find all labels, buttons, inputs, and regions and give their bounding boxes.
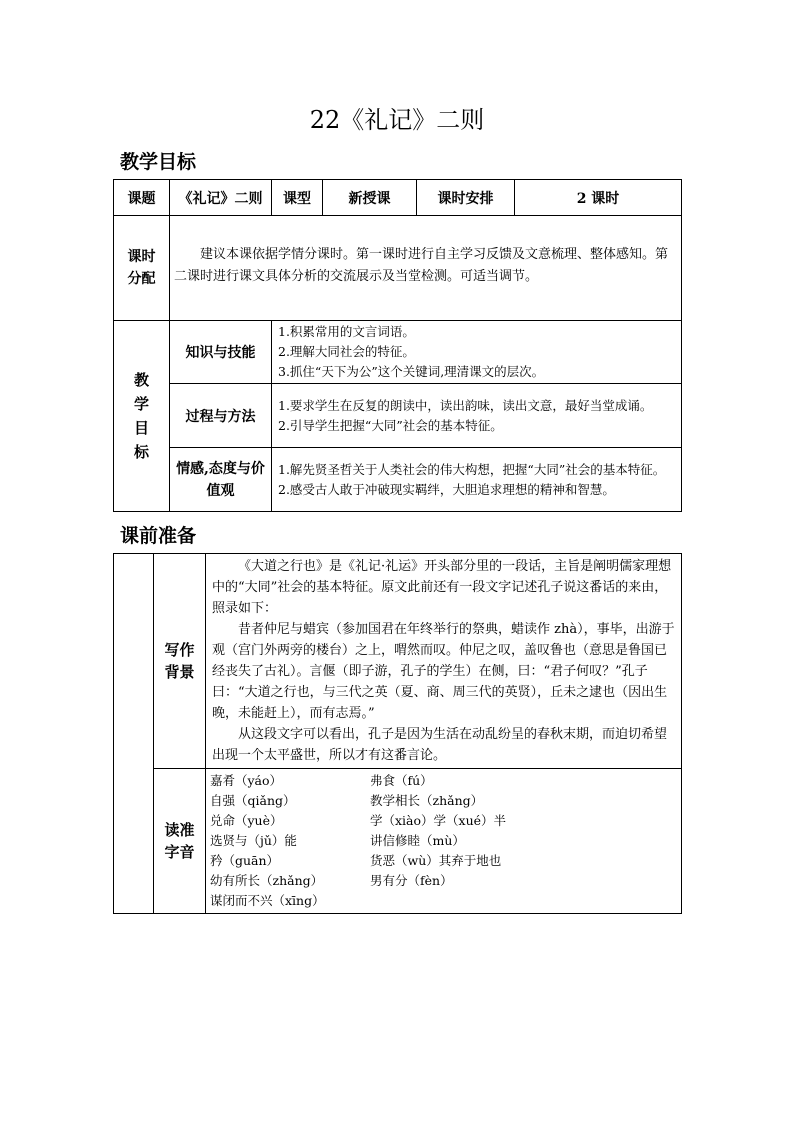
prep-blank-column xyxy=(114,554,154,914)
document-title: 22《礼记》二则 xyxy=(309,106,485,134)
pronunciation-item: 货恶（wù）其弃于地也 xyxy=(370,853,502,868)
goal-emotion-line: 2.感受古人敢于冲破现实羁绊，大胆追求理想的精神和智慧。 xyxy=(278,481,615,497)
goal-emotion-label: 情感,态度与价值观 xyxy=(170,448,272,512)
cell-topic-label: 课题 xyxy=(114,180,170,216)
background-paragraph: 从这段文字可以看出，孔子是因为生活在动乱纷呈的春秋末期，而迫切希望出现一个太平盛世，所以才有这番言论。 xyxy=(212,727,668,763)
cell-schedule-label: 课时安排 xyxy=(417,180,515,216)
pronunciation-item: 弗食（fú） xyxy=(370,773,433,788)
goal-process-line: 1.要求学生在反复的朗读中，读出韵味，读出文意，最好当堂成诵。 xyxy=(278,397,653,413)
goal-process-label: 过程与方法 xyxy=(170,384,272,448)
background-content xyxy=(206,554,682,769)
goal-process-content xyxy=(272,384,682,448)
pronunciation-row xyxy=(210,891,677,911)
pronunciation-item: 讲信修睦（mù） xyxy=(370,833,465,848)
cell-type-label: 课型 xyxy=(272,180,323,216)
pronunciation-item: 选贤与（jǔ）能 xyxy=(210,833,297,848)
pronunciation-item: 嘉肴（yáo） xyxy=(210,773,283,788)
goal-process-line: 2.引导学生把握“大同”社会的基本特征。 xyxy=(278,417,503,433)
pronunciation-row xyxy=(210,811,677,831)
pronunciation-row xyxy=(210,831,677,851)
allocation-text: 建议本课依据学情分课时。第一课时进行自主学习反馈及文意梳理、整体感知。第二课时进行课文具体分析的交流展示及当堂检测。可适当调节。 xyxy=(174,247,669,284)
section-heading-prep: 课前准备 xyxy=(120,525,197,547)
goal-knowledge-label: 知识与技能 xyxy=(170,321,272,384)
pronunciation-row xyxy=(210,871,677,891)
background-label: 写作背景 xyxy=(154,554,206,769)
pronunciation-item: 男有分（fèn） xyxy=(370,873,453,888)
goal-emotion-content xyxy=(272,448,682,512)
prep-table xyxy=(113,553,682,914)
goal-emotion-line: 1.解先贤圣哲关于人类社会的伟大构想，把握“大同”社会的基本特征。 xyxy=(278,461,666,477)
goals-label: 教学目标 xyxy=(114,321,170,512)
pronunciation-item: 幼有所长（zhǎng） xyxy=(210,873,324,888)
pronunciation-item: 谋闭而不兴（xīng） xyxy=(210,893,325,908)
pronunciation-item: 兑命（yuè） xyxy=(210,813,283,828)
goal-knowledge-line: 2.理解大同社会的特征。 xyxy=(278,344,415,359)
background-paragraph: 《大道之行也》是《礼记·礼运》开头部分里的一段话，主旨是阐明儒家理想中的“大同”社会的基本特征。原文此前还有一段文字记述孔子说这番话的来由，照录如下： xyxy=(212,559,672,616)
pronunciation-item: 教学相长（zhǎng） xyxy=(370,793,484,808)
background-paragraph: 昔者仲尼与蜡宾（参加国君在年终举行的祭典，蜡读作 zhà），事毕，出游于观（宫门外两旁的楼台）之上，喟然而叹。仲尼之叹，盖叹鲁也（意思是鲁国已经丧失了古礼）。言偃（即子游，孔子的学生）在侧，曰：“君子何叹？”孔子曰：“大道之行也，与三代之英（夏、商、周三代的英贤），丘未之逮也（因出生晚，未能赶上），而有志焉。” xyxy=(212,622,675,721)
pronunciation-row xyxy=(210,851,677,871)
cell-type-value: 新授课 xyxy=(323,180,417,216)
goals-table xyxy=(113,179,682,512)
goal-knowledge-line: 1.积累常用的文言词语。 xyxy=(278,324,415,339)
allocation-text-cell xyxy=(170,216,682,321)
pronunciation-item: 自强（qiǎng） xyxy=(210,793,296,808)
pronunciation-content xyxy=(206,769,682,914)
pronunciation-row xyxy=(210,791,677,811)
allocation-label: 课时分配 xyxy=(114,216,170,321)
pronunciation-row xyxy=(210,771,677,791)
cell-schedule-value: 2 课时 xyxy=(515,180,682,216)
pronunciation-item: 学（xiào）学（xué）半 xyxy=(370,813,507,828)
pronunciation-item: 矜（guān） xyxy=(210,853,280,868)
goal-knowledge-content xyxy=(272,321,682,384)
cell-topic-value: 《礼记》二则 xyxy=(170,180,272,216)
pronunciation-label: 读准字音 xyxy=(154,769,206,914)
goal-knowledge-line: 3.抓住“天下为公”这个关键词,理清课文的层次。 xyxy=(278,364,545,379)
section-heading-goals: 教学目标 xyxy=(120,151,197,173)
